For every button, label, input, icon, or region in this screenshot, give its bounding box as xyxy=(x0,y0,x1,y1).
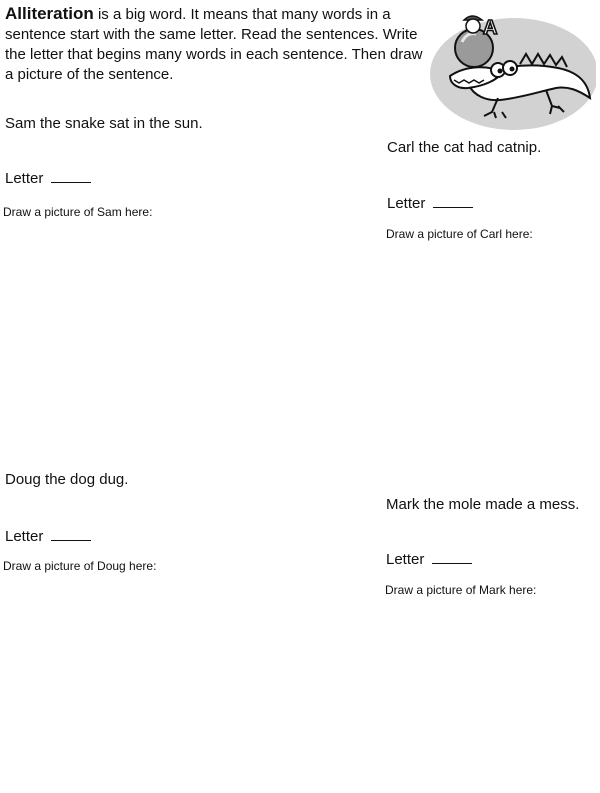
letter-answer-doug xyxy=(5,528,91,545)
letter-label: Letter xyxy=(387,195,426,212)
sentence-carl: Carl the cat had catnip. xyxy=(387,139,542,156)
sentence-sam: Sam the snake sat in the sun. xyxy=(5,115,203,132)
draw-label-sam: Draw a picture of Sam here: xyxy=(3,205,153,219)
draw-label-mark: Draw a picture of Mark here: xyxy=(385,583,537,597)
letter-blank[interactable] xyxy=(433,195,473,208)
letter-label: Letter xyxy=(5,528,44,545)
letter-label: Letter xyxy=(5,170,44,187)
instructions xyxy=(5,4,430,85)
sentence-mark: Mark the mole made a mess. xyxy=(386,496,580,513)
letter-answer-carl xyxy=(387,195,473,212)
alligator-apple-clipart xyxy=(428,6,596,130)
letter-blank[interactable] xyxy=(432,551,472,564)
instructions-text: is a big word. It means that many words in a sentence start with the same letter. Read the sentences. Write the letter that begins many words in each sentence. Then draw a picture of the sentence. xyxy=(5,6,423,83)
letter-blank[interactable] xyxy=(51,528,91,541)
sentence-doug: Doug the dog dug. xyxy=(5,471,129,488)
clipart-letter: A xyxy=(483,17,498,39)
letter-answer-mark xyxy=(386,551,472,568)
alliteration-term: Alliteration xyxy=(5,4,94,23)
letter-blank[interactable] xyxy=(51,170,91,183)
draw-label-carl: Draw a picture of Carl here: xyxy=(386,227,533,241)
letter-answer-sam xyxy=(5,170,91,187)
letter-label: Letter xyxy=(386,551,425,568)
draw-label-doug: Draw a picture of Doug here: xyxy=(3,559,157,573)
